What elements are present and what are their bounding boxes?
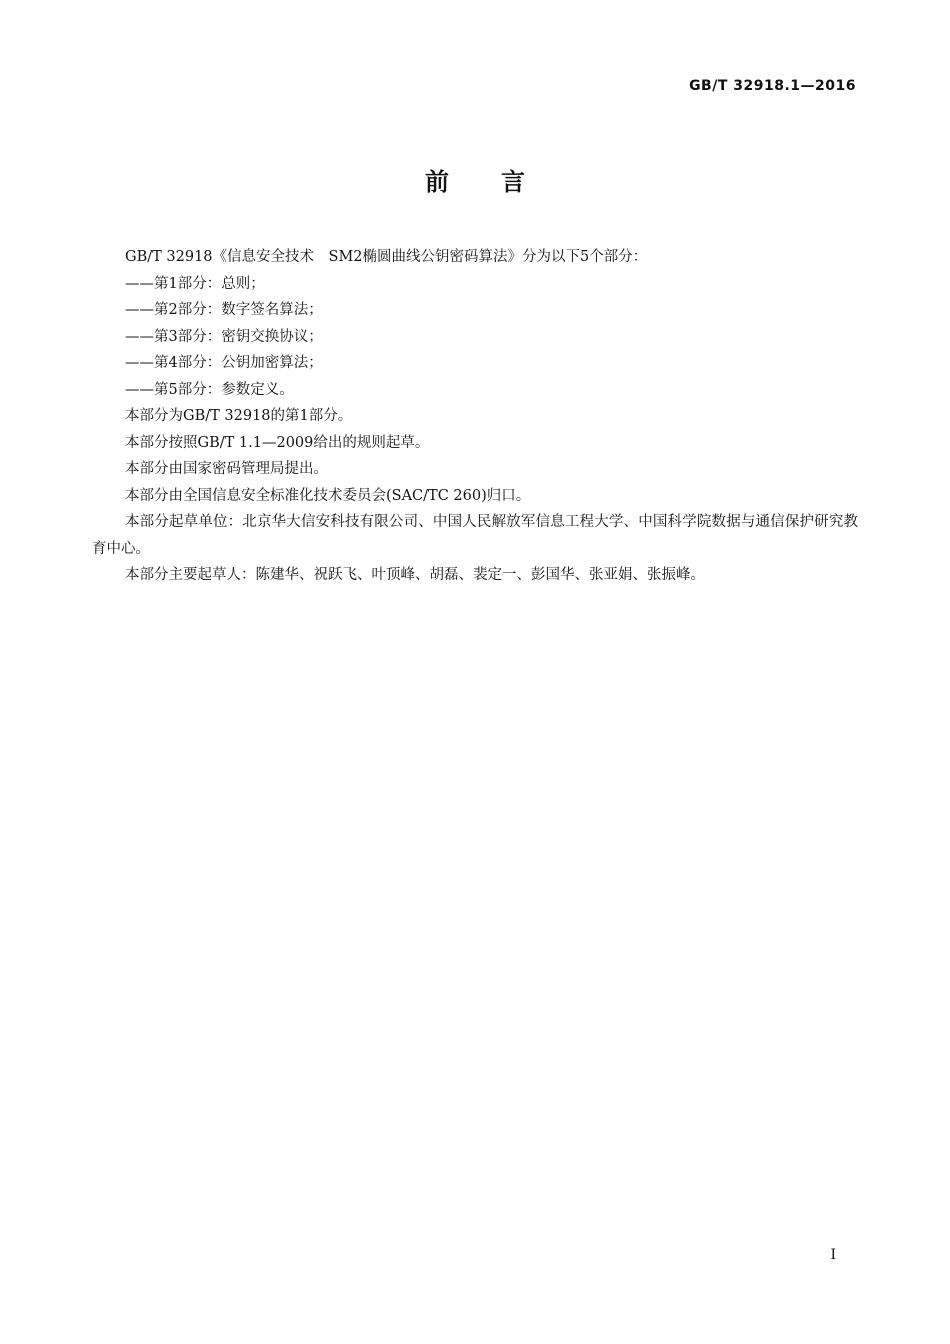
list-item-part-1: ——第1部分：总则； — [125, 275, 265, 292]
page-title: 前言 — [425, 168, 577, 196]
paragraph-drafting-organizations: 本部分起草单位：北京华大信安科技有限公司、中国人民解放军信息工程大学、中国科学院数据与通信保护研究教育中心。 — [92, 514, 858, 557]
list-item-part-4: ——第4部分：公钥加密算法； — [125, 355, 323, 371]
paragraph-part-statement: 本部分为GB/T 32918的第1部分。 — [125, 408, 353, 424]
paragraph-proposer: 本部分由国家密码管理局提出。 — [125, 461, 328, 477]
standard-number: GB/T 32918.1—2016 — [689, 78, 856, 94]
paragraph-drafting-rules: 本部分按照GB/T 1.1—2009给出的规则起草。 — [125, 434, 430, 451]
paragraph-technical-committee: 本部分由全国信息安全标准化技术委员会(SAC/TC 260)归口。 — [125, 487, 531, 504]
paragraph-main-drafters: 本部分主要起草人：陈建华、祝跃飞、叶顶峰、胡磊、裴定一、彭国华、张亚娟、张振峰。 — [125, 567, 705, 583]
page-number: I — [830, 1247, 836, 1263]
foreword-body — [92, 244, 858, 589]
list-item-part-3: ——第3部分：密钥交换协议； — [125, 328, 323, 345]
list-item-part-2: ——第2部分：数字签名算法； — [125, 302, 323, 318]
intro-paragraph: GB/T 32918《信息安全技术 SM2椭圆曲线公钥密码算法》分为以下5个部分： — [125, 249, 648, 265]
list-item-part-5: ——第5部分：参数定义。 — [125, 381, 294, 398]
